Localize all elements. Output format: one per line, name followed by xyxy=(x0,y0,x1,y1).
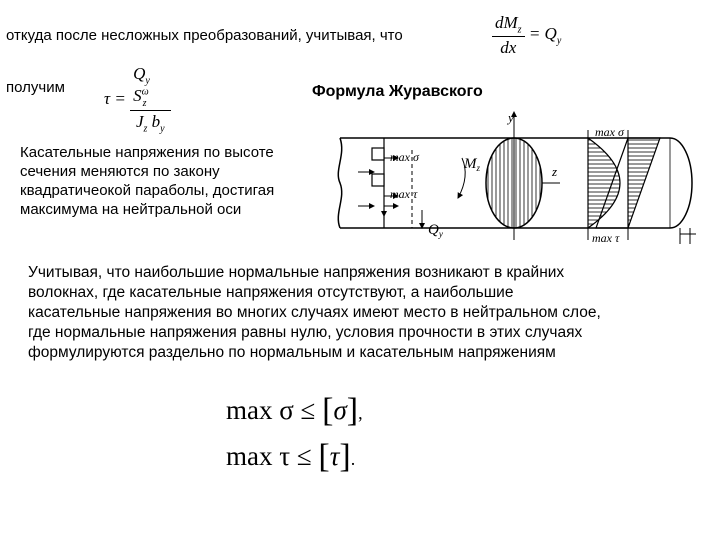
y-axis-label: y xyxy=(508,110,514,125)
sigma-condition xyxy=(226,392,363,430)
right-bracket-icon: ] xyxy=(339,438,351,475)
tau-condition xyxy=(226,438,355,476)
right-bracket-icon: ] xyxy=(346,392,359,429)
formula-title: Формула Журавского xyxy=(312,83,483,100)
description-line: сечения меняются по закону xyxy=(20,163,220,180)
beam-stress-diagram xyxy=(330,110,700,260)
max-tau-right-label: max τ xyxy=(592,231,620,245)
description-line: квадратичеокой параболы, достигая xyxy=(20,182,275,199)
max-sigma-left-label: max σ xyxy=(390,150,419,164)
sigma-condition-rhs: σ xyxy=(333,395,347,425)
deriv-numerator-sub: z xyxy=(517,24,522,36)
shear-force-label-main: Q xyxy=(428,222,439,238)
paragraph-line: Учитывая, что наибольшие нормальные напряжения возникают в крайних xyxy=(28,264,565,281)
left-bracket-icon: [ xyxy=(318,438,330,475)
tau-num-q: Q xyxy=(133,64,146,83)
tau-num-s-sub: z xyxy=(142,97,147,109)
tau-den-b: b xyxy=(151,111,161,131)
shear-force-label-sub: y xyxy=(438,229,443,239)
shear-force-label xyxy=(428,222,443,239)
intro-line-1: откуда после несложных преобразований, учитывая, что xyxy=(6,27,403,44)
deriv-rhs: = Q xyxy=(528,24,557,44)
paragraph-line: касательные напряжения во многих случаях имеют место в нейтральном слое, xyxy=(28,304,601,321)
sigma-condition-lhs: max σ ≤ xyxy=(226,395,316,425)
paragraph-line: формулируются раздельно по нормальным и касательным напряжениям xyxy=(28,344,556,361)
max-tau-left-label: max τ xyxy=(390,187,418,201)
left-bracket-icon: [ xyxy=(322,392,334,429)
shear-stress-description xyxy=(20,143,274,219)
deriv-rhs-sub: y xyxy=(556,35,562,47)
tau-condition-rhs: τ xyxy=(329,441,340,471)
description-line: максимума на нейтральной оси xyxy=(20,201,242,218)
z-axis-label: z xyxy=(552,164,558,179)
deriv-denominator: dx xyxy=(500,38,517,58)
tau-den-j-sub: z xyxy=(143,123,148,135)
max-sigma-right-label: max σ xyxy=(595,125,624,139)
description-line: Касательные напряжения по высоте xyxy=(20,144,274,161)
tau-den-b-sub: y xyxy=(160,123,165,135)
intro-line-2: получим xyxy=(6,79,65,96)
tau-num-q-sub: y xyxy=(145,75,150,87)
tau-num-s: S xyxy=(133,86,142,106)
derivative-formula xyxy=(492,13,561,58)
tau-den-j: J xyxy=(135,111,144,131)
tau-num-s-sup: ω xyxy=(141,86,149,98)
sigma-condition-punct: , xyxy=(358,403,363,423)
deriv-numerator: dM xyxy=(495,13,518,32)
shear-stress-parabola xyxy=(588,138,620,228)
zhuravsky-formula xyxy=(104,64,171,134)
tau-lhs: τ = xyxy=(104,89,126,109)
paragraph-line: где нормальные напряжения равны нулю, условия прочности в этих случаях xyxy=(28,324,583,341)
strength-conditions-paragraph xyxy=(28,263,601,363)
moment-label-main: M xyxy=(464,156,477,172)
paragraph-line: волокнах, где касательные напряжения отсутствуют, а наибольшие xyxy=(28,284,514,301)
tau-condition-lhs: max τ ≤ xyxy=(226,441,312,471)
normal-stress-top-triangle xyxy=(628,138,660,228)
moment-label xyxy=(463,156,481,173)
tau-condition-punct: . xyxy=(350,449,356,469)
moment-label-sub: z xyxy=(476,163,481,173)
